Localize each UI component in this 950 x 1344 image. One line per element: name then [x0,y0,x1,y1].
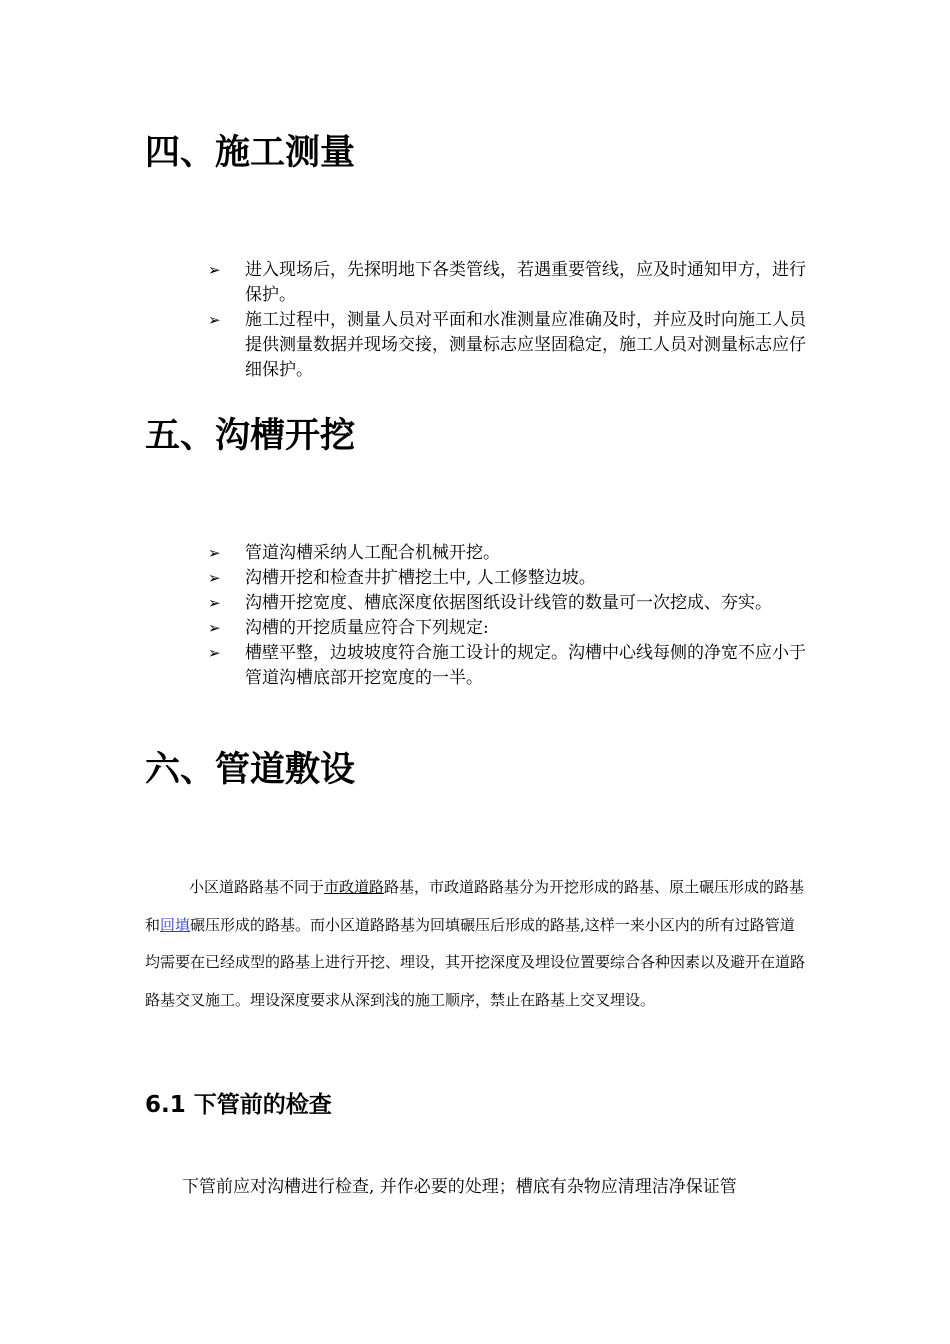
arrow-bullet-icon: ➢ [208,644,221,662]
arrow-bullet-icon: ➢ [208,594,221,612]
subheading-pre-lowering-inspection: 6.1 下管前的检查 [145,1092,332,1118]
inspection-paragraph: 下管前应对沟槽进行检查, 并作必要的处理；槽底有杂物应清理洁净保证管 [182,1177,737,1197]
survey-bullet-list [208,258,808,383]
heading-pipe-laying: 六、管道敷设 [145,750,356,790]
heading-construction-survey: 四、施工测量 [145,133,356,173]
list-item: ➢ 管道沟槽采纳人工配合机械开挖。 [208,541,808,566]
list-item: ➢ 进入现场后，先探明地下各类管线，若遇重要管线，应及时通知甲方，进行保护。 [208,260,806,305]
list-item: ➢ 沟槽开挖和检查井扩槽挖土中, 人工修整边坡。 [208,566,808,591]
heading-trench-excavation: 五、沟槽开挖 [145,416,356,456]
backfill-link[interactable]: 回填 [160,915,191,934]
arrow-bullet-icon: ➢ [208,619,221,637]
arrow-bullet-icon: ➢ [208,544,221,562]
list-item: ➢ 沟槽的开挖质量应符合下列规定: [208,616,808,641]
arrow-bullet-icon: ➢ [208,311,221,329]
list-item: ➢ 施工过程中，测量人员对平面和水准测量应准确及时，并应及时向施工人员提供测量数据并现场交接，测量标志应坚固稳定，施工人员对测量标志应仔细保护。 [208,310,806,380]
list-item: ➢ 槽壁平整，边坡坡度符合施工设计的规定。沟槽中心线每侧的净宽不应小于管道沟槽底部开挖宽度的一半。 [208,643,806,688]
list-item: ➢ 沟槽开挖宽度、槽底深度依据图纸设计线管的数量可一次挖成、夯实。 [208,591,808,616]
pipe-laying-paragraph: 小区道路路基不同于市政道路路基，市政道路路基分为开挖形成的路基、原土碾压形成的路基和回填碾压形成的路基。而小区道路路基为回填碾压后形成的路基,这样一来小区内的所有过路管道均需要在已经成型的路基上进行开挖、埋设，其开挖深度及埋设位置要综合各种因素以及避开在道路路基交叉施工。埋设深度要求从深到浅的施工顺序，禁止在路基上交叉埋设。 [145,878,806,1009]
arrow-bullet-icon: ➢ [208,569,221,587]
excavation-bullet-list [208,541,808,691]
arrow-bullet-icon: ➢ [208,261,221,279]
municipal-road-link[interactable]: 市政道路 [324,878,385,896]
